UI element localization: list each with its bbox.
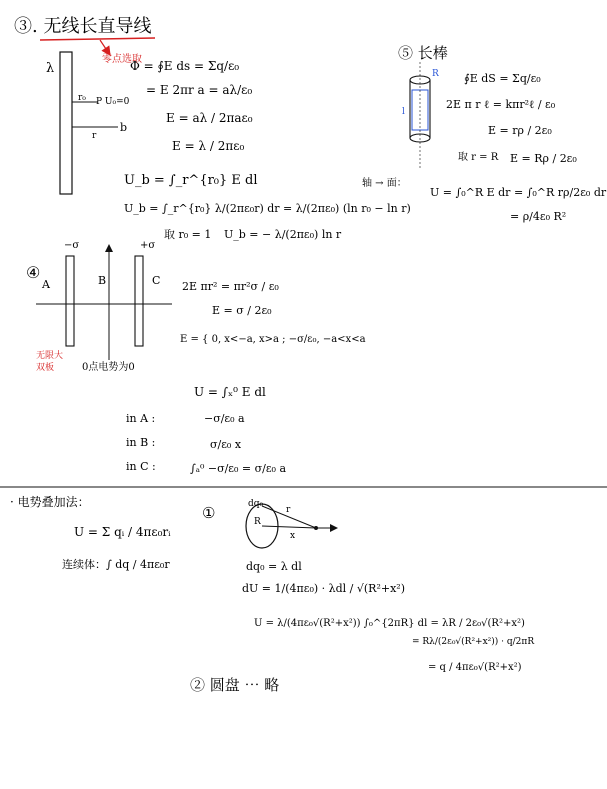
ring-U-tail: = Rλ/(2ε₀√(R²+x²)) · q/2πR [412,637,535,647]
rod-U: U = ∫₀^R E dr = ∫₀^R rρ/2ε₀ dr [430,186,607,199]
b-label: b [120,121,128,134]
plate-right [135,256,143,346]
wire-flux-eq: Φ = ∮E ds = Σq/ε₀ [130,59,240,73]
ring-axis [262,526,316,528]
in-A-value: −σ/ε₀ a [204,412,245,425]
wire-eq-2: = E 2πr a = aλ/ε₀ [146,83,253,97]
rod-E-R: E = Rρ / 2ε₀ [510,152,577,165]
ring-r-label: r [286,505,291,515]
section3-heading: ③. 无线长直导线 [14,16,152,37]
ring-dq-eq: dq₀ = λ dl [246,560,302,573]
rod-take: 取 r = R [458,152,499,163]
wire-ub-2: U_b = ∫_r^{r₀} λ/(2πε₀r) dr = λ/(2πε₀) (ln r₀ − ln r) [124,202,411,215]
plates-U: U = ∫ₓ⁰ E dl [194,385,266,399]
region-B-label: B [98,274,107,287]
plates-E1: E = σ / 2ε₀ [212,304,272,317]
in-B-value: σ/ε₀ x [210,438,242,451]
wire-eq-3: E = aλ / 2πaε₀ [166,111,253,125]
heading-underline [40,38,155,40]
wire-rectangle [60,52,72,194]
in-C-label: in C : [126,460,156,473]
superposition-sum: U = Σ qᵢ / 4πε₀rᵢ [74,525,171,539]
superposition-continuous: 连续体：∫ dq / 4πε₀r [62,558,170,571]
red-arrow [100,40,108,52]
ring-x-label: x [290,531,296,541]
r0-label: r₀ [78,93,86,103]
region-A-label: A [42,278,50,291]
ring-U: U = λ/(4πε₀√(R²+x²)) ∫₀^{2πR} dl = λR / 2ε₀√(R²+x²) [254,618,525,629]
rod-axis-label: 轴 → 面： [362,178,407,189]
r-label: r [92,131,97,141]
ring-U-final: = q / 4πε₀√(R²+x²) [428,662,522,673]
plate-left [66,256,74,346]
plates-E-piece: E = { 0, x<−a, x>a ; −σ/ε₀, −a<x<a [180,334,366,345]
plate-plus-label: +σ [140,240,156,251]
point-p-label: P U₀=0 [96,97,130,107]
plates-gauss: 2E πr² = πr²σ / ε₀ [182,280,279,293]
rod-E-in: E = rρ / 2ε₀ [488,124,552,137]
wire-take: 取 r₀ = 1 [164,228,212,241]
ring-dq-label: dq₀ [248,499,264,509]
rod-flux: ∮E dS = Σq/ε₀ [464,72,541,85]
wire-ub-1: U_b = ∫_r^{r₀} E dl [124,173,258,188]
zero-point-note: 零点选取 [102,54,142,65]
rod-gauss: 2E π r ℓ = kπr²ℓ / ε₀ [446,98,556,111]
wire-lambda: λ [46,61,55,76]
disc-note: ② 圆盘 ⋯ 略 [190,676,280,694]
ring-dU: dU = 1/(4πε₀) · λdl / √(R²+x²) [242,582,405,595]
in-A-label: in A : [126,412,156,425]
zero-point-label: 0点电势为0 [82,362,135,373]
rod-U2: = ρ/4ε₀ R² [510,210,567,223]
section5-heading: ⑤ 长棒 [398,44,448,62]
in-B-label: in B : [126,436,156,449]
rod-R-label: R [432,69,439,79]
note-line-1: 无限大 [36,351,64,361]
wire-eq-4: E = λ / 2πε₀ [172,139,245,153]
wire-ub-3: U_b = − λ/(2πε₀) ln r [224,228,342,241]
region-C-label: C [152,274,161,287]
section4-heading: ④ [26,263,41,282]
field-point [314,526,318,530]
infinite-plates-note [36,349,66,373]
in-C-value: ∫ₐ⁰ −σ/ε₀ = σ/ε₀ a [190,462,287,475]
note-line-2: 双板 [36,363,55,373]
rod-l-label: l [402,107,405,117]
ring-R-label: R [254,517,261,527]
plate-minus-label: −σ [64,240,80,251]
ring-number: ① [202,504,216,522]
superposition-title: · 电势叠加法： [10,495,90,509]
